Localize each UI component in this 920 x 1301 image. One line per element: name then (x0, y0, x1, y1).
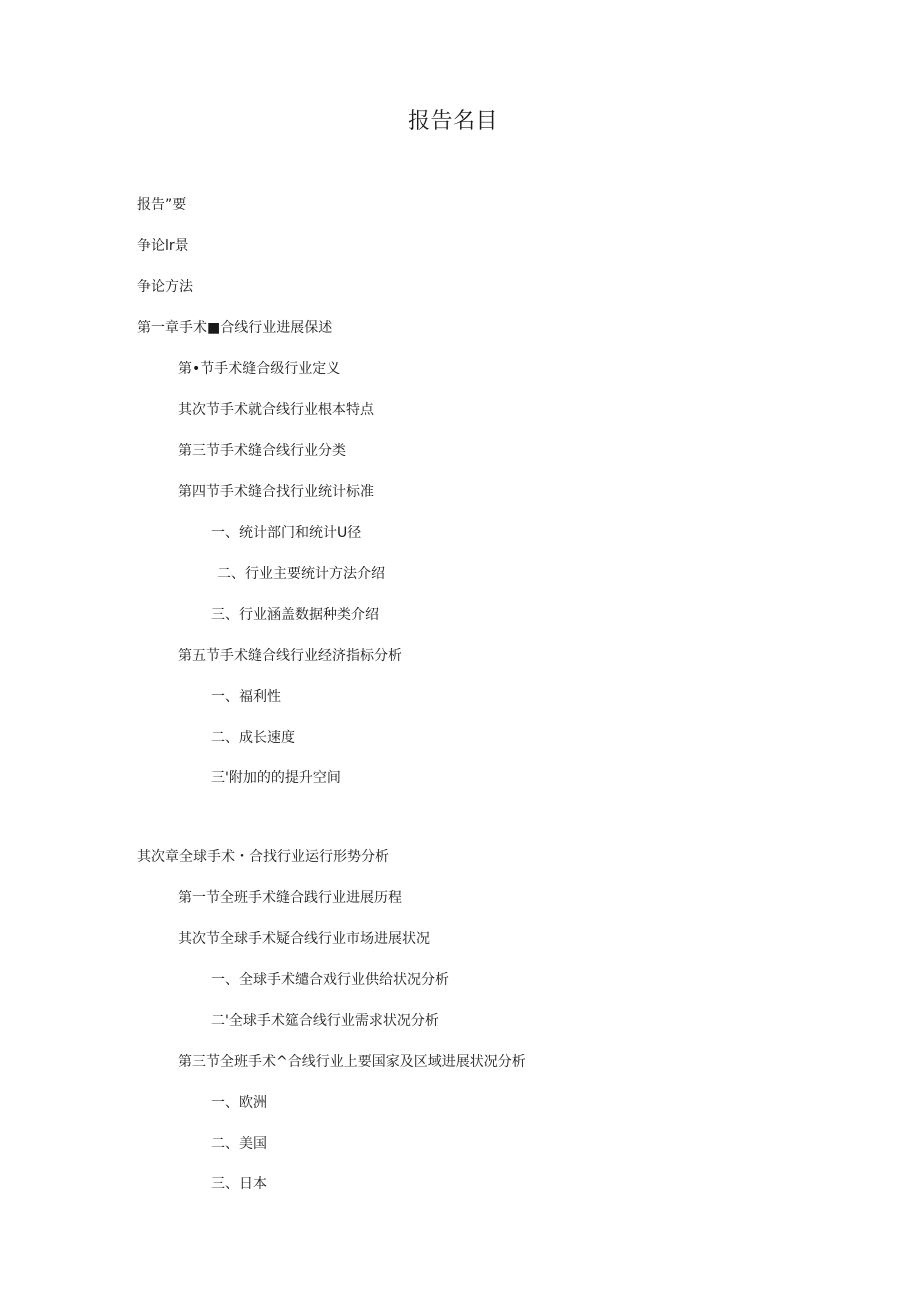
toc-entry-ch2-s3-item-3: 三、日本 (211, 1176, 267, 1192)
toc-entry-research-background: 争论lr景 (137, 238, 189, 254)
document-title: 报告名目 (407, 109, 498, 134)
toc-entry-report-summary: 报告”要 (137, 197, 187, 213)
toc-entry-research-methods: 争论方法 (137, 279, 193, 295)
toc-entry-ch2-section-3: 第三节全班手术^合线行业上要国家及区域进展状况分析 (178, 1054, 526, 1070)
toc-entry-chapter-2: 其次章全球手术・合找行业运行形势分析 (137, 849, 389, 865)
toc-entry-ch2-section-2: 其次节全球手术疑合线行业市场进展状况 (178, 931, 430, 947)
toc-entry-ch1-section-1: 第•节手术缝合级行业定义 (178, 361, 341, 377)
toc-entry-ch1-section-5: 第五节手术缝合线行业经济指标分析 (178, 648, 402, 664)
toc-entry-ch1-s4-item-1: 一、统计部门和统计U径 (211, 525, 362, 541)
toc-entry-ch1-section-2: 其次节手术就合线行业根本特点 (178, 402, 374, 418)
toc-entry-ch1-section-4: 第四节手术缝合找行业统计标准 (178, 484, 374, 500)
toc-entry-ch2-s2-item-2: 二'全球手术筵合线行业需求状况分析 (211, 1013, 439, 1029)
toc-entry-ch1-s5-item-2: 二、成长速度 (211, 730, 295, 746)
toc-entry-ch1-s5-item-3: 三'附加的的提升空间 (211, 770, 341, 786)
toc-entry-ch1-s4-item-2: 二、行业主要统计方法介绍 (217, 566, 385, 582)
toc-entry-ch1-section-3: 第三节手术缝合线行业分类 (178, 443, 346, 459)
toc-entry-ch2-s3-item-1: 一、欧洲 (211, 1095, 267, 1111)
toc-entry-ch1-s4-item-3: 三、行业涵盖数据种类介绍 (211, 607, 379, 623)
toc-entry-ch2-s3-item-2: 二、美国 (211, 1136, 267, 1152)
toc-entry-ch2-section-1: 第一节全班手术缝合践行业进展历程 (178, 890, 402, 906)
toc-entry-ch1-s5-item-1: 一、福利性 (211, 689, 281, 705)
toc-entry-chapter-1: 第一章手术■合线行业进展保述 (137, 320, 333, 336)
toc-entry-ch2-s2-item-1: 一、全球手术缱合戏行业供给状况分析 (211, 972, 449, 988)
